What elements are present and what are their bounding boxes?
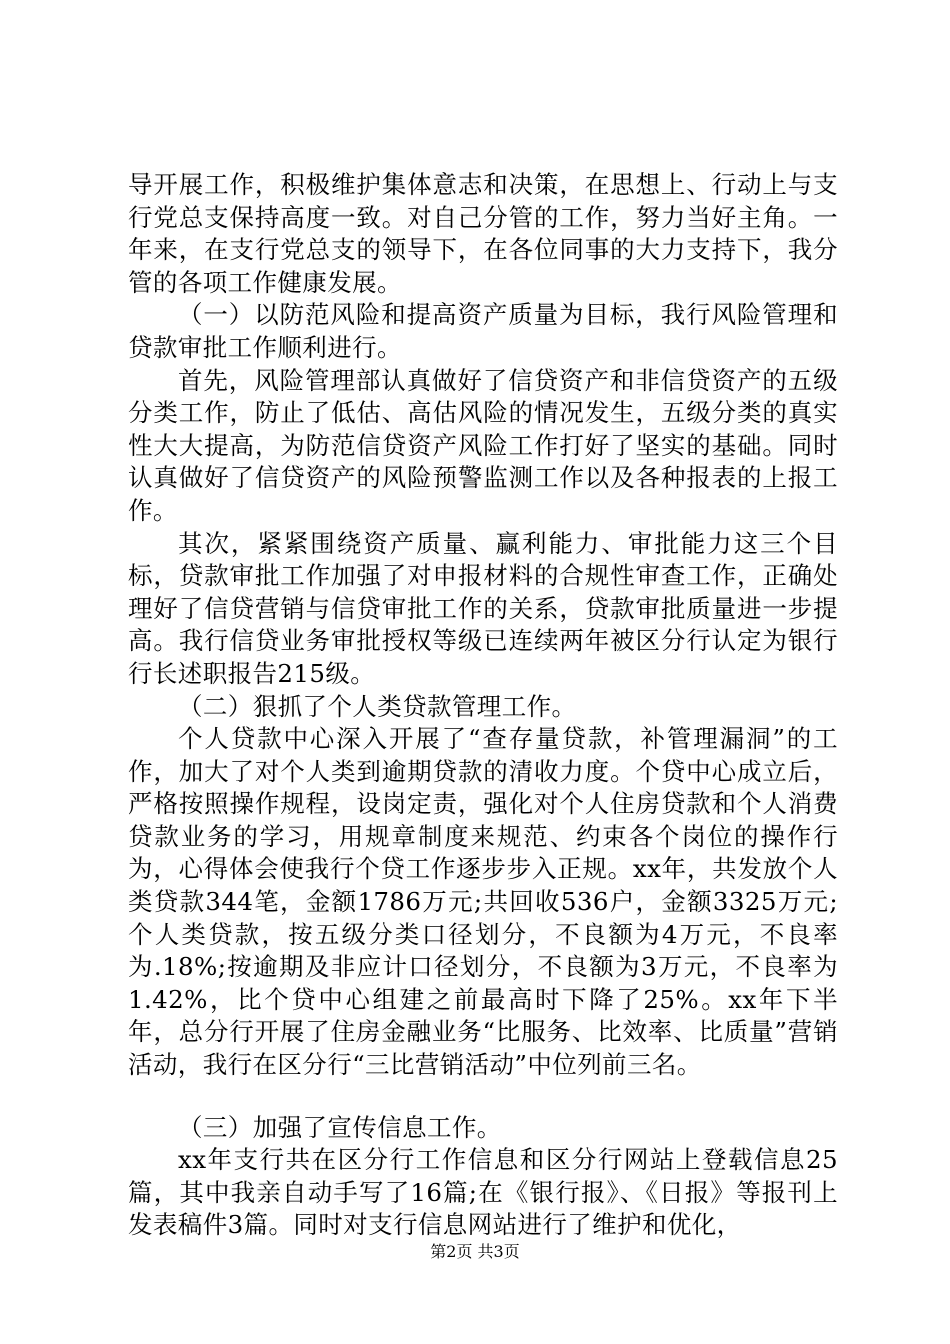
document-body — [128, 169, 838, 1242]
paragraph-personal-loans: 个人贷款中心深入开展了“查存量贷款，补管理漏洞”的工作，加大了对个人类到逾期贷款的清收力度。个贷中心成立后，严格按照操作规程，设岗定责，强化对个人住房贷款和个人消费贷款业务的学习，用规章制度来规范、约束各个岗位的操作行为，心得体会使我行个贷工作逐步步入正规。xx年，共发放个人类贷款344笔，金额1786万元;共回收536户，金额3325万元;个人类贷款，按五级分类口径划分，不良额为4万元，不良率为.18%;按逾期及非应计口径划分，不良额为3万元，不良率为1.42%，比个贷中心组建之前最高时下降了25%。xx年下半年，总分行开展了住房金融业务“比服务、比效率、比质量”营销活动，我行在区分行“三比营销活动”中位列前三名。 — [128, 724, 838, 1080]
paragraph-section-2-heading: （二）狠抓了个人类贷款管理工作。 — [178, 691, 577, 721]
paragraph-section-3-heading: （三）加强了宣传信息工作。 — [178, 1112, 502, 1142]
paragraph-publicity: xx年支行共在区分行工作信息和区分行网站上登载信息25篇，其中我亲自动手写了16篇;在《银行报》、《日报》等报刊上发表稿件3篇。同时对支行信息网站进行了维护和优化， — [128, 1145, 838, 1240]
paragraph-risk-management: 首先，风险管理部认真做好了信贷资产和非信贷资产的五级分类工作，防止了低估、高估风险的情况发生，五级分类的真实性大大提高，为防范信贷资产风险工作打好了坚实的基础。同时认真做好了信贷资产的风险预警监测工作以及各种报表的上报工作。 — [128, 365, 838, 525]
page-number-footer: 第2页 共3页 — [430, 1242, 520, 1261]
paragraph-loan-approval: 其次，紧紧围绕资产质量、赢利能力、审批能力这三个目标，贷款审批工作加强了对申报材料的合规性审查工作，正确处理好了信贷营销与信贷审批工作的关系，贷款审批质量进一步提高。我行信贷业务审批授权等级已连续两年被区分行认定为银行行长述职报告215级。 — [128, 528, 838, 688]
paragraph-intro: 导开展工作，积极维护集体意志和决策，在思想上、行动上与支行党总支保持高度一致。对自己分管的工作，努力当好主角。一年来，在支行党总支的领导下，在各位同事的大力支持下，我分管的各项工作健康发展。 — [128, 170, 838, 297]
paragraph-section-1-heading: （一）以防范风险和提高资产质量为目标，我行风险管理和贷款审批工作顺利进行。 — [128, 300, 838, 362]
paragraph-gap — [128, 1082, 838, 1112]
